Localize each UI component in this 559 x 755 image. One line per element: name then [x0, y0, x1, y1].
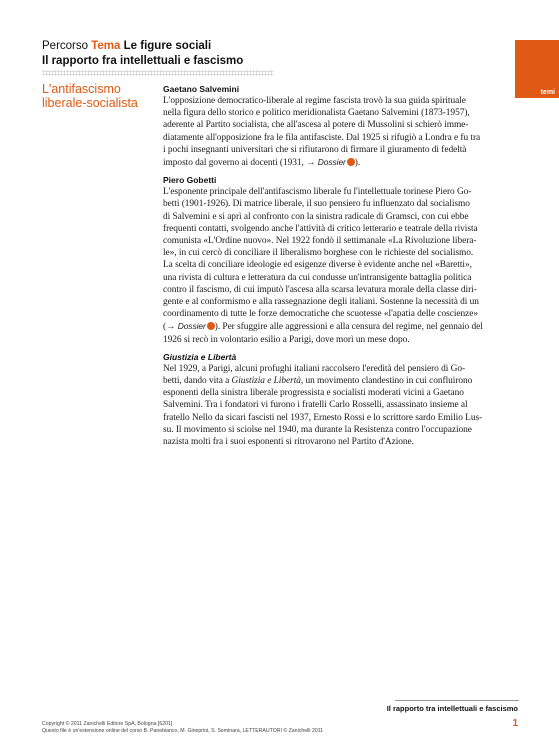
side-heading-line1: L'antifascismo — [42, 82, 121, 96]
text-line: i pochi insegnanti universitari che si rifiutarono di firmare il giuramento di fedeltà — [163, 144, 467, 155]
footer-rule — [395, 700, 519, 701]
text-line: nazista molti fra i suoi esponenti si ritrovarono nel Partito d'Azione. — [163, 437, 414, 448]
text-line: su. Il movimento si sciolse nel 1940, ma durante la Resistenza contro l'occupazione — [163, 424, 472, 435]
page-subtitle: Il rapporto fra intellettuali e fascismo — [42, 55, 244, 67]
italic-title: Giustizia e Libertà — [231, 376, 301, 387]
text-line: fratello Nello da sicari fascisti nel 1937, Ernesto Rossi e lo scrittore sardo Emilio Lus- — [163, 412, 483, 423]
section-tab-label: temi — [540, 89, 555, 96]
paragraph-salvemini — [163, 95, 520, 169]
text-line: esponenti della sinistra liberale progressista e socialisti moderati vicini a Gaetano — [163, 388, 464, 399]
text-line — [163, 375, 520, 387]
line-start: betti, dando vita a — [163, 376, 232, 387]
copyright-line: Copyright © 2011 Zanichelli Editore SpA, Bologna [6201] — [42, 721, 173, 727]
paragraph-giustizia — [163, 363, 520, 448]
text-line: comunista «L'Ordine nuovo». Nel 1922 fondò il settimanale «La Rivoluzione libera- — [163, 236, 477, 247]
text-line: contro il fascismo, di cui imputò l'ascesa alla scarsa levatura morale della classe diri- — [163, 284, 477, 295]
text-line: La scelta di conciliare ideologie ed esigenze diverse è evidente anche nel «Baretti», — [163, 260, 472, 271]
text-line: frequenti contatti, svolgendo anche l'attività di critico letterario e teatrale della rivista — [163, 223, 478, 234]
text-line: gente e al conformismo e alla rassegnazione degli italiani. Sostenne la necessità di un — [163, 297, 479, 308]
section-title-gobetti: Piero Gobetti — [163, 175, 217, 186]
text-line: di Salvemini e si aprì al confronto con la sinistra radicale di Gramsci, con cui ebbe — [163, 211, 469, 222]
text-line — [163, 320, 520, 333]
text-line: le», in cui cercò di conciliare il liberalismo borghese con le richieste del socialismo. — [163, 248, 474, 259]
side-heading — [42, 82, 138, 110]
page-number: 1 — [512, 718, 518, 729]
dossier-icon[interactable] — [347, 158, 355, 166]
running-header — [42, 40, 211, 52]
text-line: betti (1901-1926). Di matrice liberale, il suo pensiero fu influenzato dal socialismo — [163, 199, 470, 210]
dotted-divider — [42, 70, 274, 76]
text-line: nella figura dello storico e politico meridionalista Gaetano Salvemini (1873-1957), — [163, 108, 470, 119]
text-line: L'opposizione democratico-liberale al regime fascista trovò la sua guida spirituale — [163, 96, 466, 106]
text-line: 1926 si recò in volontario esilio a Parigi, dove morì un mese dopo. — [163, 334, 410, 345]
line-end: , un movimento clandestino in cui confluirono — [300, 376, 473, 387]
dossier-link[interactable]: Dossier — [177, 321, 206, 332]
line-end: ). Per sfuggire alle aggressioni e alla censura del regime, nel gennaio del — [214, 322, 483, 333]
text-line: coordinamento di tutte le forze democratiche che scuotesse «l'apatia delle coscienze» — [163, 309, 479, 320]
dossier-icon[interactable] — [207, 322, 215, 330]
section-title-salvemini: Gaetano Salvemini — [163, 84, 240, 94]
text-line: diatamente all'opposizione fra le fila antifasciste. Dal 1925 si rifugiò a Londra e fu tra — [163, 132, 481, 143]
text-line: una rivista di cultura e letteratura da cui condusse un'intransigente battaglia politica — [163, 272, 472, 283]
paragraph-gobetti — [163, 186, 520, 346]
tema-label: Tema — [91, 40, 121, 52]
main-column — [163, 84, 520, 454]
line-start: imposto dal governo ai docenti (1931, → — [163, 158, 318, 169]
text-line: aderente al Partito socialista, che all'ascesa al potere di Mussolini si schierò imme- — [163, 120, 469, 131]
percorso-label: Percorso — [42, 40, 89, 52]
line-end: ). — [354, 158, 361, 169]
text-line: Salvemini. Tra i fondatori vi furono i fratelli Carlo Rosselli, assassinato insieme al — [163, 400, 468, 411]
section-title-giustizia: Giustizia e Libertà — [163, 351, 237, 362]
text-line: Nel 1929, a Parigi, alcuni profughi italiani raccolsero l'eredità del pensiero di Go- — [163, 363, 466, 374]
dossier-link[interactable]: Dossier — [317, 157, 346, 168]
text-line — [163, 156, 520, 169]
text-line: L'esponente principale dell'antifascismo liberale fu l'intellettuale torinese Piero Go- — [163, 187, 472, 198]
extension-line: Questo file è un'estensione online del corso B. Panebianco, M. Gineprini, S. Seminara, LETTERAUTORI © Zanichelli 2011 — [42, 728, 324, 734]
footer-running-title: Il rapporto tra intellettuali e fascismo — [386, 704, 518, 713]
line-start: (→ — [163, 322, 178, 333]
side-heading-line2: liberale-socialista — [42, 96, 138, 110]
tema-title: Le figure sociali — [123, 40, 212, 52]
